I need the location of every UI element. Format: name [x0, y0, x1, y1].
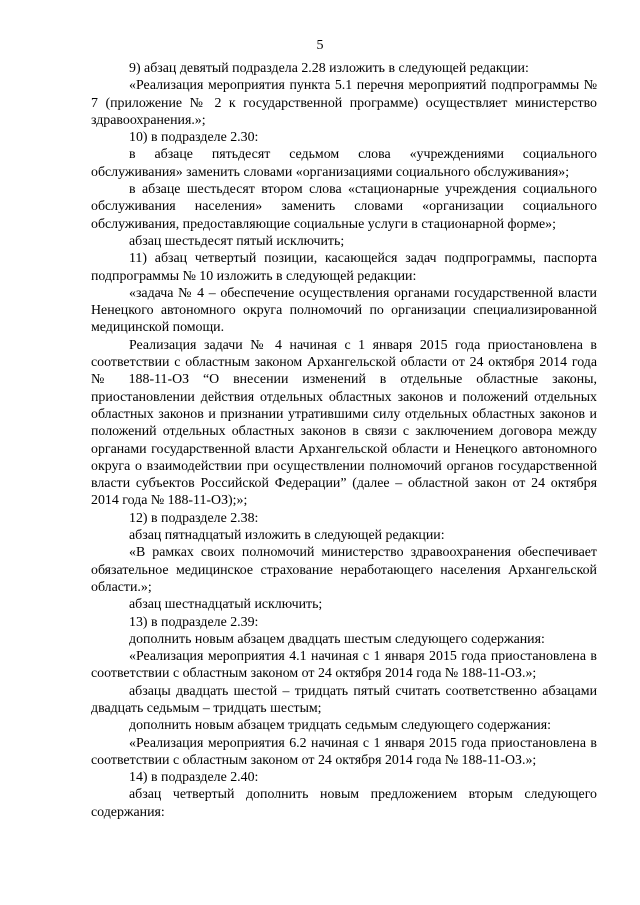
- paragraph: «Реализация мероприятия 6.2 начиная с 1 января 2015 года приостановлена в соответствии с областным законом от 24 октября 2014 года № 188-11-ОЗ.»;: [91, 735, 597, 768]
- paragraph: Реализация задачи № 4 начиная с 1 января 2015 года приостановлена в соответствии с областным законом Архангельской области от 24 октября 2014 года № 188-11-ОЗ “О внесении изменений в отдельные областные законы, приостановлении действия отдельных областных законов и положений отдельных областных законов и признании утратившими силу отдельных областных законов и положений отдельных областных законов в связи с заключением договора между органами государственной власти Архангельской области и Ненецкого автономного округа о взаимодействии при осуществлении полномочий органов государственной власти субъектов Российской Федерации” (далее – областной закон от 24 октября 2014 года № 188-11-ОЗ);»;: [91, 337, 597, 509]
- paragraph: в абзаце пятьдесят седьмом слова «учреждениями социального обслуживания» заменить словами «организациями социального обслуживания»;: [91, 147, 597, 180]
- paragraph: дополнить новым абзацем двадцать шестым следующего содержания:: [129, 631, 545, 647]
- paragraph: абзацы двадцать шестой – тридцать пятый считать соответственно абзацами двадцать седьмым – тридцать шестым;: [91, 683, 597, 716]
- paragraph: дополнить новым абзацем тридцать седьмым следующего содержания:: [129, 718, 551, 734]
- paragraph: 11) абзац четвертый позиции, касающейся задач подпрограммы, паспорта подпрограммы № 10 изложить в следующей редакции:: [91, 251, 597, 284]
- paragraph: абзац шестьдесят пятый исключить;: [129, 233, 345, 249]
- paragraph: в абзаце шестьдесят втором слова «стационарные учреждения социального обслуживания населения» заменить словами «организации социального обслуживания, предоставляющие социальные услуги в стационарной форме»;: [91, 182, 597, 232]
- paragraph: абзац пятнадцатый изложить в следующей редакции:: [129, 528, 445, 544]
- paragraph: «Реализация мероприятия пункта 5.1 перечня мероприятий подпрограммы № 7 (приложение № 2 к государственной программе) осуществляет министерство здравоохранения.»;: [91, 78, 597, 128]
- paragraph: 13) в подразделе 2.39:: [129, 614, 259, 630]
- paragraph: абзац четвертый дополнить новым предложением вторым следующего содержания:: [91, 787, 597, 820]
- paragraph: 10) в подразделе 2.30:: [129, 130, 259, 146]
- paragraph: 9) абзац девятый подраздела 2.28 изложить в следующей редакции:: [129, 61, 529, 76]
- page-number: 5: [316, 38, 324, 53]
- paragraph: «Реализация мероприятия 4.1 начиная с 1 января 2015 года приостановлена в соответствии с областным законом от 24 октября 2014 года № 188-11-ОЗ.»;: [91, 649, 597, 682]
- paragraph: абзац шестнадцатый исключить;: [129, 597, 323, 613]
- paragraph: «задача № 4 – обеспечение осуществления органами государственной власти Ненецкого автономного округа полномочий по организации специализированной медицинской помощи.: [91, 285, 597, 336]
- paragraph: 14) в подразделе 2.40:: [129, 770, 259, 786]
- paragraph: «В рамках своих полномочий министерство здравоохранения обеспечивает обязательное медицинское страхование неработающего населения Архангельской области.»;: [91, 545, 597, 595]
- paragraph: 12) в подразделе 2.38:: [129, 510, 259, 526]
- document-body: [91, 60, 597, 821]
